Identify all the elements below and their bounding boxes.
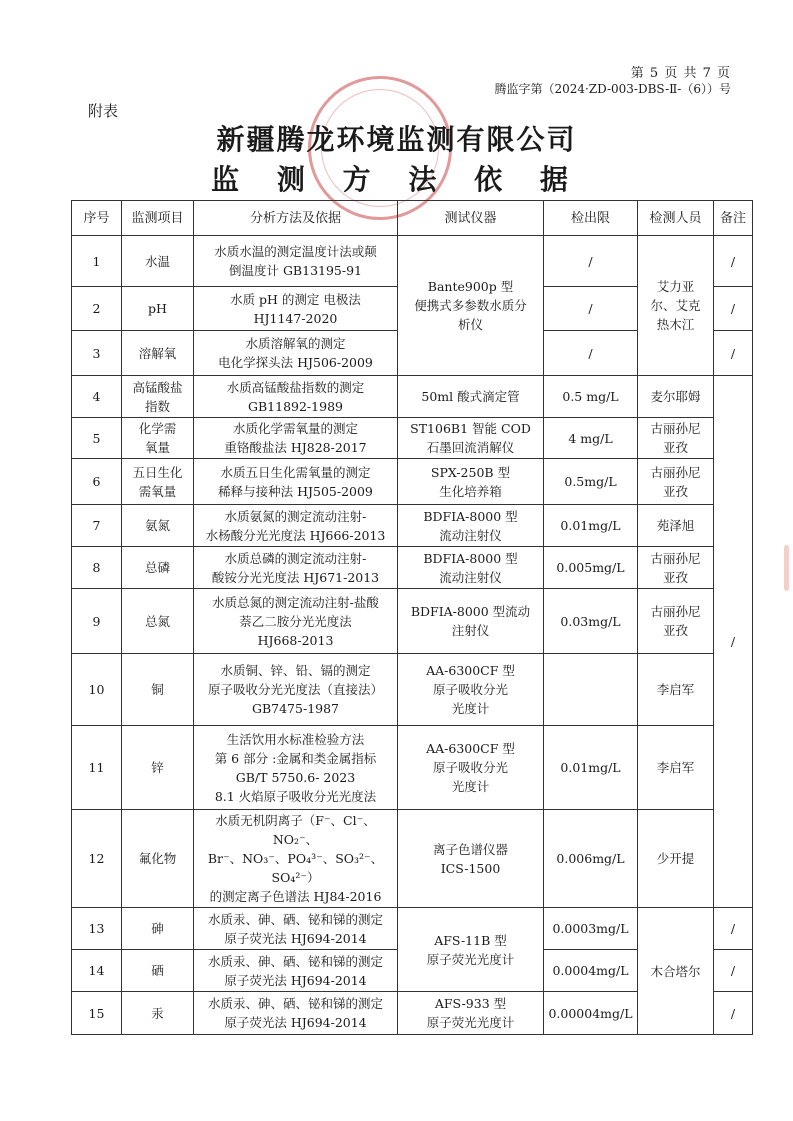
cell-method: 水质高锰酸盐指数的测定 GB11892-1989 xyxy=(194,376,398,418)
cell-method: 水质无机阴离子（F⁻、Cl⁻、NO₂⁻、 Br⁻、NO₃⁻、PO₄³⁻、SO₃²⁻、SO₄²⁻） 的测定离子色谱法 HJ84-2016 xyxy=(194,810,398,908)
cell-limit: / xyxy=(544,331,638,376)
cell-instrument: BDFIA-8000 型 流动注射仪 xyxy=(398,505,544,547)
cell-remark: / xyxy=(714,376,753,908)
table-row xyxy=(72,236,753,287)
cell-instrument: AA-6300CF 型 原子吸收分光 光度计 xyxy=(398,654,544,726)
cell-no: 10 xyxy=(72,654,122,726)
cell-instrument: BDFIA-8000 型流动 注射仪 xyxy=(398,589,544,654)
table-row xyxy=(72,376,753,418)
cell-item: 五日生化 需氧量 xyxy=(122,459,194,505)
cell-limit: 0.03mg/L xyxy=(544,589,638,654)
cell-instrument: AFS-933 型 原子荧光光度计 xyxy=(398,992,544,1035)
header-instrument: 测试仪器 xyxy=(398,201,544,236)
methods-table xyxy=(71,200,753,1035)
table-row xyxy=(72,654,753,726)
cell-limit: 0.5 mg/L xyxy=(544,376,638,418)
cell-item: 砷 xyxy=(122,908,194,950)
cell-item: 氟化物 xyxy=(122,810,194,908)
cell-no: 8 xyxy=(72,547,122,589)
cell-method: 水质溶解氧的测定 电化学探头法 HJ506-2009 xyxy=(194,331,398,376)
cell-limit: 0.006mg/L xyxy=(544,810,638,908)
table-row xyxy=(72,505,753,547)
cell-staff: 古丽孙尼 亚孜 xyxy=(638,459,714,505)
table-row xyxy=(72,908,753,950)
cell-item: 硒 xyxy=(122,950,194,992)
cell-instrument: AA-6300CF 型 原子吸收分光 光度计 xyxy=(398,726,544,810)
cell-no: 14 xyxy=(72,950,122,992)
cell-method: 水质水温的测定温度计法或颠 倒温度计 GB13195-91 xyxy=(194,236,398,287)
cell-method: 水质总氮的测定流动注射-盐酸 萘乙二胺分光光度法 HJ668-2013 xyxy=(194,589,398,654)
appendix-label: 附表 xyxy=(88,102,119,120)
table-row xyxy=(72,726,753,810)
header-item: 监测项目 xyxy=(122,201,194,236)
cell-method: 水质氨氮的测定流动注射- 水杨酸分光光度法 HJ666-2013 xyxy=(194,505,398,547)
cell-staff: 古丽孙尼 亚孜 xyxy=(638,418,714,459)
cell-item: 化学需 氧量 xyxy=(122,418,194,459)
cell-limit: 0.00004mg/L xyxy=(544,992,638,1035)
page-number: 第 5 页 共 7 页 xyxy=(630,66,731,81)
cell-item: 锌 xyxy=(122,726,194,810)
table-row xyxy=(72,418,753,459)
cell-no: 6 xyxy=(72,459,122,505)
header-method: 分析方法及依据 xyxy=(194,201,398,236)
table-row xyxy=(72,810,753,908)
cell-instrument: BDFIA-8000 型 流动注射仪 xyxy=(398,547,544,589)
edge-mark xyxy=(784,545,789,591)
header-limit: 检出限 xyxy=(544,201,638,236)
cell-limit: 0.0003mg/L xyxy=(544,908,638,950)
cell-limit: / xyxy=(544,236,638,287)
cell-remark: / xyxy=(714,236,753,287)
cell-item: 高锰酸盐 指数 xyxy=(122,376,194,418)
cell-limit: / xyxy=(544,287,638,331)
cell-remark: / xyxy=(714,331,753,376)
cell-method: 水质汞、砷、硒、铋和锑的测定 原子荧光法 HJ694-2014 xyxy=(194,950,398,992)
cell-item: 铜 xyxy=(122,654,194,726)
cell-limit: 0.005mg/L xyxy=(544,547,638,589)
cell-staff: 少开提 xyxy=(638,810,714,908)
header-staff: 检测人员 xyxy=(638,201,714,236)
cell-instrument: Bante900p 型 便携式多参数水质分 析仪 xyxy=(398,236,544,376)
cell-limit: 0.01mg/L xyxy=(544,505,638,547)
cell-method: 水质总磷的测定流动注射- 酸铵分光光度法 HJ671-2013 xyxy=(194,547,398,589)
cell-instrument: AFS-11B 型 原子荧光光度计 xyxy=(398,908,544,992)
cell-method: 水质汞、砷、硒、铋和锑的测定 原子荧光法 HJ694-2014 xyxy=(194,992,398,1035)
cell-method: 生活饮用水标准检验方法 第 6 部分 :金属和类金属指标 GB/T 5750.6- 2023 8.1 火焰原子吸收分光光度法 xyxy=(194,726,398,810)
header-remark: 备注 xyxy=(714,201,753,236)
cell-no: 5 xyxy=(72,418,122,459)
cell-no: 7 xyxy=(72,505,122,547)
cell-no: 11 xyxy=(72,726,122,810)
cell-item: pH xyxy=(122,287,194,331)
table-header-row xyxy=(72,201,753,236)
cell-staff: 木合塔尔 xyxy=(638,908,714,1035)
document-number: 腾监字第（2024·ZD-003-DBS-Ⅱ-（6））号 xyxy=(494,82,731,96)
table-row xyxy=(72,459,753,505)
header-no: 序号 xyxy=(72,201,122,236)
cell-no: 15 xyxy=(72,992,122,1035)
cell-staff: 艾力亚 尔、艾克 热木江 xyxy=(638,236,714,376)
cell-no: 2 xyxy=(72,287,122,331)
cell-method: 水质铜、锌、铅、镉的测定 原子吸收分光光度法（直接法） GB7475-1987 xyxy=(194,654,398,726)
cell-limit xyxy=(544,654,638,726)
company-title: 新疆腾龙环境监测有限公司 xyxy=(216,123,577,156)
cell-no: 13 xyxy=(72,908,122,950)
cell-staff: 麦尔耶姆 xyxy=(638,376,714,418)
cell-staff: 李启军 xyxy=(638,654,714,726)
cell-no: 12 xyxy=(72,810,122,908)
cell-method: 水质 pH 的测定 电极法 HJ1147-2020 xyxy=(194,287,398,331)
cell-no: 3 xyxy=(72,331,122,376)
cell-instrument: SPX-250B 型 生化培养箱 xyxy=(398,459,544,505)
cell-staff: 苑泽旭 xyxy=(638,505,714,547)
cell-remark: / xyxy=(714,950,753,992)
cell-limit: 0.5mg/L xyxy=(544,459,638,505)
cell-method: 水质五日生化需氧量的测定 稀释与接种法 HJ505-2009 xyxy=(194,459,398,505)
cell-limit: 0.0004mg/L xyxy=(544,950,638,992)
cell-limit: 0.01mg/L xyxy=(544,726,638,810)
table-row xyxy=(72,589,753,654)
cell-item: 总氮 xyxy=(122,589,194,654)
cell-no: 1 xyxy=(72,236,122,287)
cell-method: 水质汞、砷、硒、铋和锑的测定 原子荧光法 HJ694-2014 xyxy=(194,908,398,950)
cell-staff: 古丽孙尼 亚孜 xyxy=(638,547,714,589)
cell-item: 氨氮 xyxy=(122,505,194,547)
document-subtitle: 监 测 方 法 依 据 xyxy=(211,163,582,196)
table-row xyxy=(72,547,753,589)
cell-instrument: ST106B1 智能 COD 石墨回流消解仪 xyxy=(398,418,544,459)
cell-item: 水温 xyxy=(122,236,194,287)
cell-remark: / xyxy=(714,287,753,331)
cell-remark: / xyxy=(714,908,753,950)
cell-instrument: 50ml 酸式滴定管 xyxy=(398,376,544,418)
cell-staff: 古丽孙尼 亚孜 xyxy=(638,589,714,654)
cell-limit: 4 mg/L xyxy=(544,418,638,459)
cell-instrument: 离子色谱仪器 ICS-1500 xyxy=(398,810,544,908)
cell-method: 水质化学需氧量的测定 重铬酸盐法 HJ828-2017 xyxy=(194,418,398,459)
cell-remark: / xyxy=(714,992,753,1035)
cell-no: 4 xyxy=(72,376,122,418)
cell-item: 总磷 xyxy=(122,547,194,589)
cell-staff: 李启军 xyxy=(638,726,714,810)
cell-no: 9 xyxy=(72,589,122,654)
cell-item: 汞 xyxy=(122,992,194,1035)
cell-item: 溶解氧 xyxy=(122,331,194,376)
